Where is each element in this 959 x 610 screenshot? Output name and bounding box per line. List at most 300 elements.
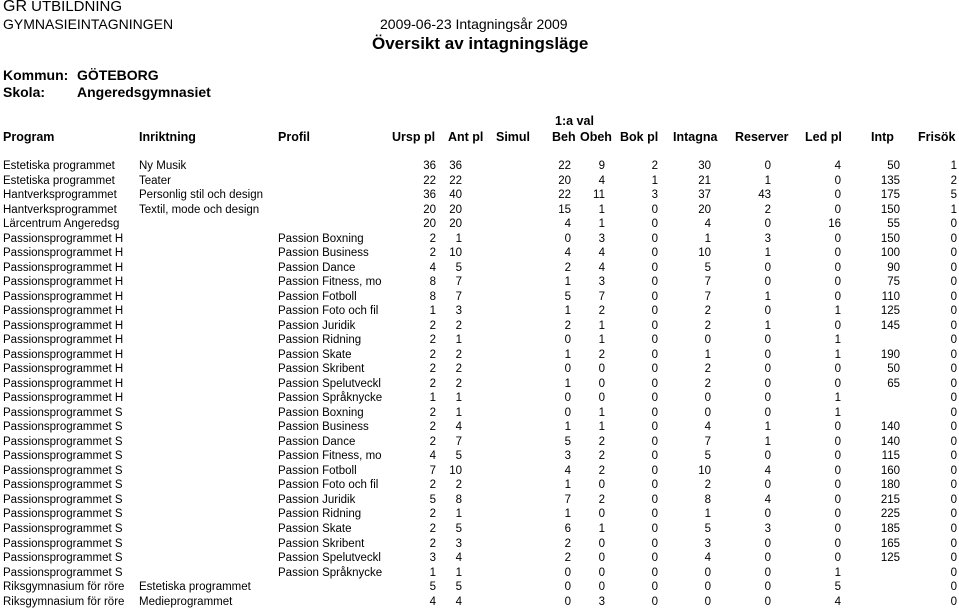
cell-intagna: 7 [704, 435, 711, 448]
cell-bok-pl: 0 [651, 406, 658, 419]
cell-beh: 4 [564, 218, 571, 231]
cell-intp: 50 [887, 363, 900, 376]
cell-intagna: 21 [698, 174, 711, 187]
cell-intp: 115 [881, 450, 900, 463]
cell-beh: 22 [558, 189, 571, 202]
cell-frisok: 0 [950, 363, 957, 376]
table-row [0, 377, 959, 392]
cell-obeh: 1 [598, 406, 605, 419]
cell-inriktning: Ny Musik [139, 160, 187, 172]
cell-frisok: 0 [950, 334, 957, 347]
cell-beh: 1 [564, 276, 571, 289]
cell-reserver: 1 [764, 174, 771, 187]
kommun-value: GÖTEBORG [77, 67, 159, 83]
column-header-beh: Beh [552, 130, 576, 144]
cell-ant-pl: 7 [455, 276, 462, 289]
cell-inriktning: Personlig stil och design [139, 189, 264, 202]
cell-intagna: 7 [704, 290, 711, 303]
cell-obeh: 11 [593, 189, 605, 202]
cell-ursp-pl: 2 [429, 247, 436, 260]
table-row [0, 159, 959, 174]
cell-inriktning: Textil, mode och design [139, 203, 260, 216]
table-row [0, 304, 959, 319]
cell-frisok: 0 [950, 421, 957, 434]
cell-beh: 0 [564, 392, 571, 405]
cell-frisok: 0 [950, 247, 957, 260]
cell-obeh: 1 [598, 334, 605, 347]
cell-intagna: 20 [698, 203, 711, 216]
cell-led-pl: 0 [834, 537, 841, 550]
cell-bok-pl: 0 [651, 566, 658, 579]
cell-beh: 5 [564, 290, 571, 303]
cell-intp: 65 [887, 377, 900, 390]
cell-frisok: 0 [950, 276, 957, 289]
cell-ursp-pl: 2 [429, 508, 436, 521]
cell-intp: 150 [880, 203, 900, 216]
cell-beh: 15 [558, 203, 571, 216]
cell-intagna: 2 [704, 377, 711, 390]
cell-led-pl: 0 [834, 290, 841, 303]
cell-led-pl: 0 [834, 552, 841, 565]
cell-led-pl: 0 [834, 508, 841, 521]
cell-obeh: 1 [598, 421, 605, 434]
cell-profil: Passion Fitness, mo [278, 450, 382, 463]
cell-reserver: 0 [764, 392, 771, 405]
cell-program: Lärcentrum Angeredsg [3, 218, 120, 231]
cell-ant-pl: 5 [455, 450, 462, 463]
column-header-ursp-pl: Ursp pl [392, 130, 436, 144]
table-row [0, 551, 959, 566]
cell-bok-pl: 0 [651, 595, 658, 608]
page-title: Översikt av intagningsläge [372, 34, 589, 53]
cell-ant-pl: 1 [455, 406, 462, 419]
cell-bok-pl: 2 [651, 160, 658, 172]
cell-beh: 6 [564, 523, 571, 535]
cell-intagna: 10 [698, 247, 711, 260]
cell-program: Passionsprogrammet H [3, 290, 124, 303]
cell-ant-pl: 4 [455, 595, 462, 608]
cell-intagna: 2 [704, 363, 711, 376]
cell-intagna: 4 [704, 552, 711, 565]
cell-frisok: 0 [950, 508, 957, 521]
cell-ant-pl: 1 [455, 392, 462, 405]
cell-ursp-pl: 7 [429, 464, 436, 477]
cell-ant-pl: 10 [449, 464, 462, 477]
cell-bok-pl: 0 [651, 247, 658, 260]
cell-bok-pl: 1 [651, 174, 658, 187]
kommun-label: Kommun: [3, 67, 69, 83]
cell-reserver: 0 [764, 552, 771, 565]
cell-profil: Passion Dance [278, 435, 356, 448]
cell-program: Passionsprogrammet S [3, 450, 123, 463]
cell-ursp-pl: 8 [429, 276, 436, 289]
cell-beh: 1 [564, 479, 571, 492]
cell-led-pl: 0 [834, 319, 841, 332]
cell-ursp-pl: 2 [429, 421, 436, 434]
table-row [0, 406, 959, 421]
cell-bok-pl: 0 [651, 392, 658, 405]
cell-reserver: 3 [764, 523, 771, 535]
cell-intagna: 3 [704, 537, 711, 550]
cell-inriktning: Teater [139, 174, 171, 187]
cell-intagna: 7 [704, 276, 711, 289]
cell-obeh: 0 [598, 479, 605, 492]
cell-obeh: 1 [598, 203, 605, 216]
cell-intp: 150 [880, 232, 900, 245]
cell-bok-pl: 0 [651, 435, 658, 448]
cell-ant-pl: 5 [455, 581, 462, 594]
cell-ant-pl: 4 [455, 421, 462, 434]
cell-bok-pl: 0 [651, 377, 658, 390]
cell-program: Passionsprogrammet H [3, 232, 124, 245]
cell-profil: Passion Skribent [278, 537, 365, 550]
cell-ursp-pl: 2 [429, 537, 436, 550]
cell-bok-pl: 0 [651, 334, 658, 347]
cell-beh: 20 [558, 174, 571, 187]
cell-obeh: 0 [598, 392, 605, 405]
cell-program: Passionsprogrammet H [3, 392, 124, 405]
cell-led-pl: 1 [834, 566, 841, 579]
cell-profil: Passion Business [278, 421, 369, 434]
cell-profil: Passion Boxning [278, 232, 364, 245]
cell-intp: 125 [880, 552, 900, 565]
org-subtitle: GYMNASIEINTAGNINGEN [3, 16, 174, 32]
cell-bok-pl: 3 [651, 189, 658, 202]
cell-ant-pl: 5 [455, 261, 462, 274]
cell-reserver: 0 [764, 348, 771, 361]
cell-bok-pl: 0 [651, 479, 658, 492]
table-row [0, 449, 959, 464]
cell-frisok: 0 [950, 479, 957, 492]
cell-obeh: 4 [598, 174, 605, 187]
cell-beh: 0 [564, 334, 571, 347]
cell-reserver: 1 [764, 435, 771, 448]
cell-frisok: 0 [950, 493, 957, 506]
cell-obeh: 0 [598, 566, 605, 579]
cell-intagna: 5 [704, 450, 711, 463]
cell-beh: 0 [564, 595, 571, 608]
cell-bok-pl: 0 [651, 203, 658, 216]
cell-obeh: 4 [598, 247, 605, 260]
report-date-line: 2009-06-23 Intagningsår 2009 [380, 16, 568, 32]
cell-reserver: 0 [764, 450, 771, 463]
table-row [0, 188, 959, 203]
cell-program: Passionsprogrammet H [3, 363, 124, 376]
cell-intp: 225 [880, 508, 900, 521]
table-row [0, 319, 959, 334]
cell-beh: 1 [564, 421, 571, 434]
cell-reserver: 0 [764, 305, 771, 318]
cell-obeh: 7 [598, 290, 605, 303]
cell-frisok: 0 [950, 435, 957, 448]
cell-frisok: 1 [950, 160, 957, 172]
column-header-intp: Intp [871, 130, 894, 144]
cell-ursp-pl: 20 [423, 203, 436, 216]
cell-program: Riksgymnasium för röre [3, 581, 125, 594]
cell-intagna: 2 [704, 479, 711, 492]
cell-frisok: 0 [950, 290, 957, 303]
cell-ursp-pl: 2 [429, 435, 436, 448]
cell-ursp-pl: 4 [429, 595, 436, 608]
cell-ant-pl: 20 [449, 218, 462, 231]
cell-ursp-pl: 4 [429, 450, 436, 463]
cell-program: Passionsprogrammet H [3, 377, 124, 390]
cell-beh: 0 [564, 406, 571, 419]
cell-frisok: 1 [950, 203, 957, 216]
cell-frisok: 0 [950, 566, 957, 579]
cell-intp: 185 [880, 523, 900, 535]
cell-ant-pl: 1 [455, 334, 462, 347]
cell-intp: 160 [880, 464, 900, 477]
cell-frisok: 0 [950, 406, 957, 419]
cell-bok-pl: 0 [651, 290, 658, 303]
cell-bok-pl: 0 [651, 552, 658, 565]
cell-program: Hantverksprogrammet [3, 203, 117, 216]
cell-led-pl: 1 [834, 305, 841, 318]
cell-inriktning: Medieprogrammet [139, 595, 233, 608]
cell-program: Passionsprogrammet S [3, 523, 123, 535]
cell-beh: 2 [564, 319, 571, 332]
cell-obeh: 0 [598, 581, 605, 594]
cell-beh: 1 [564, 508, 571, 521]
cell-led-pl: 4 [834, 595, 841, 608]
cell-bok-pl: 0 [651, 218, 658, 231]
cell-reserver: 2 [764, 203, 771, 216]
cell-intagna: 10 [698, 464, 711, 477]
cell-bok-pl: 0 [651, 581, 658, 594]
table-row [0, 333, 959, 348]
cell-program: Passionsprogrammet S [3, 566, 123, 579]
cell-reserver: 0 [764, 479, 771, 492]
cell-intp: 110 [881, 290, 900, 303]
table-row [0, 275, 959, 290]
cell-led-pl: 4 [834, 160, 841, 172]
cell-ant-pl: 1 [455, 232, 462, 245]
cell-beh: 2 [564, 261, 571, 274]
cell-led-pl: 0 [834, 247, 841, 260]
cell-led-pl: 0 [834, 276, 841, 289]
cell-led-pl: 0 [834, 189, 841, 202]
table-row [0, 566, 959, 581]
cell-reserver: 0 [764, 276, 771, 289]
cell-ursp-pl: 2 [429, 232, 436, 245]
cell-obeh: 2 [598, 464, 605, 477]
cell-program: Passionsprogrammet S [3, 537, 123, 550]
cell-profil: Passion Fotboll [278, 464, 357, 477]
cell-frisok: 0 [950, 232, 957, 245]
cell-profil: Passion Fitness, mo [278, 276, 382, 289]
cell-ursp-pl: 5 [429, 581, 436, 594]
cell-intagna: 8 [704, 493, 711, 506]
cell-beh: 7 [564, 493, 571, 506]
cell-ursp-pl: 5 [429, 493, 436, 506]
cell-frisok: 0 [950, 261, 957, 274]
cell-ant-pl: 2 [455, 363, 462, 376]
cell-frisok: 0 [950, 319, 957, 332]
cell-frisok: 0 [950, 377, 957, 390]
cell-led-pl: 0 [834, 203, 841, 216]
cell-beh: 0 [564, 363, 571, 376]
cell-profil: Passion Skribent [278, 363, 365, 376]
cell-obeh: 3 [598, 595, 605, 608]
column-header-intagna: Intagna [673, 130, 718, 144]
column-header-led-pl: Led pl [805, 130, 842, 144]
cell-program: Passionsprogrammet S [3, 493, 123, 506]
column-header-simul: Simul [496, 130, 531, 144]
cell-intagna: 4 [704, 218, 711, 231]
cell-ant-pl: 22 [449, 174, 462, 187]
cell-intp: 75 [887, 276, 900, 289]
cell-beh: 4 [564, 464, 571, 477]
cell-reserver: 0 [764, 377, 771, 390]
cell-obeh: 0 [598, 552, 605, 565]
cell-ant-pl: 2 [455, 377, 462, 390]
cell-program: Passionsprogrammet S [3, 406, 123, 419]
cell-program: Passionsprogrammet S [3, 479, 123, 492]
cell-inriktning: Estetiska programmet [139, 581, 251, 594]
cell-program: Passionsprogrammet S [3, 421, 123, 434]
cell-frisok: 5 [950, 189, 957, 202]
cell-ant-pl: 7 [455, 290, 462, 303]
cell-intp: 125 [880, 305, 900, 318]
cell-program: Passionsprogrammet H [3, 319, 124, 332]
cell-program: Estetiska programmet [3, 160, 115, 172]
cell-ursp-pl: 36 [423, 189, 436, 202]
org-name-prefix: GR [3, 0, 27, 15]
cell-ursp-pl: 2 [429, 348, 436, 361]
cell-intagna: 2 [704, 319, 711, 332]
cell-ant-pl: 2 [455, 348, 462, 361]
cell-profil: Passion Foto och fil [278, 479, 379, 492]
cell-led-pl: 16 [828, 218, 841, 231]
cell-intagna: 1 [704, 232, 711, 245]
cell-frisok: 0 [950, 595, 957, 608]
table-row [0, 246, 959, 261]
cell-ant-pl: 3 [455, 305, 462, 318]
cell-beh: 1 [564, 348, 571, 361]
table-row [0, 537, 959, 552]
cell-obeh: 3 [598, 276, 605, 289]
cell-ursp-pl: 22 [423, 174, 436, 187]
column-header-obeh: Obeh [580, 130, 612, 144]
cell-program: Passionsprogrammet H [3, 261, 124, 274]
cell-program: Passionsprogrammet S [3, 435, 123, 448]
table-row [0, 435, 959, 450]
cell-obeh: 3 [598, 232, 605, 245]
cell-reserver: 1 [764, 319, 771, 332]
cell-bok-pl: 0 [651, 363, 658, 376]
cell-intp: 175 [880, 189, 900, 202]
cell-ursp-pl: 36 [423, 160, 436, 172]
table-row [0, 232, 959, 247]
column-header-ant-pl: Ant pl [448, 130, 484, 144]
cell-frisok: 0 [950, 464, 957, 477]
cell-intagna: 1 [704, 348, 711, 361]
cell-beh: 1 [564, 305, 571, 318]
cell-obeh: 0 [598, 508, 605, 521]
table-row [0, 420, 959, 435]
cell-profil: Passion Språknycke [278, 392, 383, 405]
cell-beh: 22 [558, 160, 571, 172]
cell-profil: Passion Skate [278, 523, 352, 535]
cell-reserver: 0 [764, 334, 771, 347]
cell-ursp-pl: 2 [429, 334, 436, 347]
cell-ursp-pl: 2 [429, 406, 436, 419]
cell-intp: 100 [880, 247, 900, 260]
cell-bok-pl: 0 [651, 493, 658, 506]
cell-program: Estetiska programmet [3, 174, 115, 187]
cell-bok-pl: 0 [651, 508, 658, 521]
cell-profil: Passion Juridik [278, 319, 356, 332]
cell-obeh: 9 [598, 160, 605, 172]
table-row [0, 478, 959, 493]
cell-obeh: 0 [598, 377, 605, 390]
cell-ursp-pl: 1 [429, 566, 436, 579]
cell-ant-pl: 3 [455, 537, 462, 550]
cell-program: Passionsprogrammet H [3, 276, 124, 289]
cell-beh: 0 [564, 232, 571, 245]
cell-program: Riksgymnasium för röre [3, 595, 125, 608]
cell-reserver: 0 [764, 261, 771, 274]
cell-ant-pl: 1 [455, 566, 462, 579]
cell-reserver: 1 [764, 421, 771, 434]
cell-frisok: 0 [950, 450, 957, 463]
cell-intp: 140 [880, 421, 900, 434]
cell-bok-pl: 0 [651, 232, 658, 245]
cell-reserver: 0 [764, 363, 771, 376]
table-row [0, 261, 959, 276]
cell-obeh: 2 [598, 305, 605, 318]
cell-reserver: 1 [764, 247, 771, 260]
cell-led-pl: 5 [834, 581, 841, 594]
cell-reserver: 4 [764, 493, 771, 506]
skola-label: Skola: [3, 84, 46, 100]
cell-intagna: 37 [698, 189, 711, 202]
cell-bok-pl: 0 [651, 537, 658, 550]
cell-profil: Passion Business [278, 247, 369, 260]
cell-profil: Passion Foto och fil [278, 305, 379, 318]
cell-intagna: 0 [704, 406, 711, 419]
cell-reserver: 0 [764, 508, 771, 521]
cell-ursp-pl: 1 [429, 392, 436, 405]
cell-frisok: 0 [950, 552, 957, 565]
cell-led-pl: 0 [834, 421, 841, 434]
cell-intp: 190 [880, 348, 900, 361]
cell-bok-pl: 0 [651, 348, 658, 361]
cell-ant-pl: 1 [455, 508, 462, 521]
cell-program: Passionsprogrammet S [3, 508, 123, 521]
table-row [0, 348, 959, 363]
cell-bok-pl: 0 [651, 305, 658, 318]
cell-bok-pl: 0 [651, 421, 658, 434]
cell-ursp-pl: 8 [429, 290, 436, 303]
cell-beh: 0 [564, 566, 571, 579]
column-header-bok-pl: Bok pl [620, 130, 659, 144]
cell-ant-pl: 10 [449, 247, 462, 260]
cell-reserver: 0 [764, 566, 771, 579]
cell-ant-pl: 2 [455, 479, 462, 492]
org-name [3, 0, 122, 16]
cell-intagna: 0 [704, 392, 711, 405]
cell-frisok: 0 [950, 523, 957, 535]
cell-intagna: 0 [704, 566, 711, 579]
cell-obeh: 2 [598, 435, 605, 448]
cell-obeh: 4 [598, 261, 605, 274]
cell-beh: 1 [564, 377, 571, 390]
cell-reserver: 0 [764, 406, 771, 419]
cell-led-pl: 0 [834, 464, 841, 477]
cell-bok-pl: 0 [651, 276, 658, 289]
